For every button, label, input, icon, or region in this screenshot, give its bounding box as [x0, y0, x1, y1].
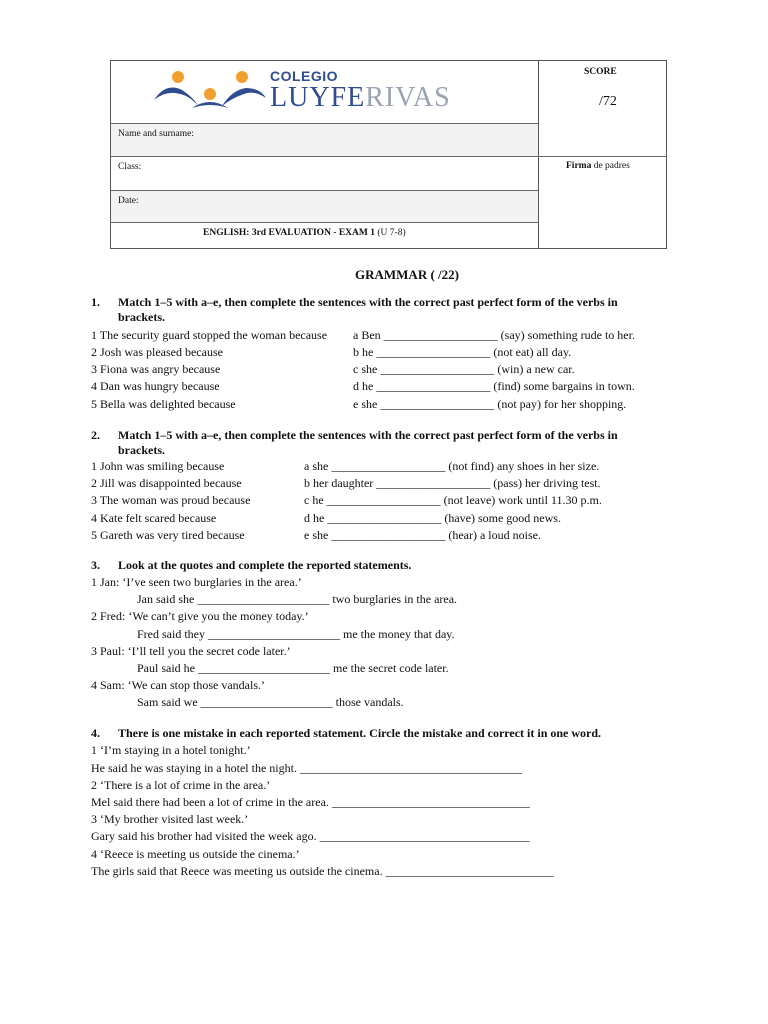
- ex2-left-item: 3 The woman was proud because: [91, 493, 251, 507]
- ex3-instruction: Look at the quotes and complete the reported statements.: [118, 558, 412, 572]
- ex2-right-item: b her daughter ___________________ (pass) her driving test.: [304, 476, 601, 490]
- ex4-statement: Gary said his brother had visited the week ago. ___________________________________: [91, 829, 530, 843]
- ex2-left-item: 4 Kate felt scared because: [91, 511, 217, 525]
- date-label: Date:: [118, 196, 139, 206]
- ex3-answer-line: Paul said he ______________________ me the secret code later.: [137, 661, 449, 675]
- date-field-bg: [111, 191, 538, 222]
- ex4-instruction: There is one mistake in each reported statement. Circle the mistake and correct it in one word.: [118, 726, 602, 740]
- ex2-right-item: e she ___________________ (hear) a loud noise.: [304, 528, 541, 542]
- ex3-quote: 1 Jan: ‘I’ve seen two burglaries in the area.’: [91, 575, 302, 589]
- ex2-left-item: 5 Gareth was very tired because: [91, 528, 245, 542]
- parent-signature-label: Firma de padres: [566, 161, 630, 171]
- ex2-instruction: Match 1–5 with a–e, then complete the sentences with the correct past perfect form of the verbs in: [118, 428, 618, 442]
- ex1-instruction: Match 1–5 with a–e, then complete the sentences with the correct past perfect form of the verbs in: [118, 295, 618, 309]
- ex1-left-item: 1 The security guard stopped the woman because: [91, 328, 328, 342]
- name-label: Name and surname:: [118, 129, 194, 139]
- ex1-right-item: b he ___________________ (not eat) all day.: [353, 345, 572, 359]
- class-label: Class:: [118, 162, 142, 172]
- ex1-right-item: a Ben ___________________ (say) something rude to her.: [353, 328, 635, 342]
- ex2-number: 2.: [91, 428, 100, 442]
- ex2-left-item: 1 John was smiling because: [91, 459, 225, 473]
- ex3-number: 3.: [91, 558, 100, 572]
- ex3-answer-line: Sam said we ______________________ those vandals.: [137, 695, 404, 709]
- school-name: LUYFERIVAS: [270, 82, 451, 113]
- ex2-right-item: a she ___________________ (not find) any shoes in her size.: [304, 459, 600, 473]
- ex4-quote: 4 ‘Reece is meeting us outside the cinema.’: [91, 847, 300, 861]
- ex4-statement: The girls said that Reece was meeting us outside the cinema. ____________________________: [91, 864, 554, 878]
- score-label: SCORE: [584, 67, 617, 77]
- ex1-right-item: c she ___________________ (win) a new car.: [353, 362, 575, 376]
- ex1-right-item: e she ___________________ (not pay) for her shopping.: [353, 397, 627, 411]
- name-field-bg: [111, 123, 538, 156]
- ex1-left-item: 4 Dan was hungry because: [91, 379, 220, 393]
- ex3-answer-line: Jan said she ______________________ two burglaries in the area.: [137, 592, 458, 606]
- ex4-statement: He said he was staying in a hotel the night. _____________________________________: [91, 761, 522, 775]
- ex1-instruction-cont: brackets.: [118, 310, 165, 324]
- ex4-statement: Mel said there had been a lot of crime in the area. _________________________________: [91, 795, 530, 809]
- header-divider: [538, 60, 539, 249]
- ex3-quote: 4 Sam: ‘We can stop those vandals.’: [91, 678, 265, 692]
- ex4-quote: 3 ‘My brother visited last week.’: [91, 812, 249, 826]
- ex2-right-item: c he ___________________ (not leave) work until 11.30 p.m.: [304, 493, 602, 507]
- ex3-quote: 2 Fred: ‘We can’t give you the money today.’: [91, 609, 309, 623]
- ex2-left-item: 2 Jill was disappointed because: [91, 476, 242, 490]
- score-value: /72: [599, 94, 617, 109]
- ex1-right-item: d he ___________________ (find) some bargains in town.: [353, 379, 635, 393]
- school-name-small: COLEGIO: [270, 68, 339, 84]
- ex4-number: 4.: [91, 726, 100, 740]
- ex1-left-item: 3 Fiona was angry because: [91, 362, 221, 376]
- ex1-left-item: 2 Josh was pleased because: [91, 345, 223, 359]
- exam-title: ENGLISH: 3rd EVALUATION - EXAM 1 (U 7-8): [203, 228, 406, 238]
- ex2-instruction-cont: brackets.: [118, 443, 165, 457]
- school-logo-icon: [150, 68, 268, 114]
- ex3-answer-line: Fred said they ______________________ me the money that day.: [137, 627, 455, 641]
- ex4-quote: 2 ‘There is a lot of crime in the area.’: [91, 778, 271, 792]
- ex3-quote: 3 Paul: ‘I’ll tell you the secret code later.’: [91, 644, 291, 658]
- ex2-right-item: d he ___________________ (have) some good news.: [304, 511, 561, 525]
- ex1-number: 1.: [91, 295, 100, 309]
- ex4-quote: 1 ‘I’m staying in a hotel tonight.’: [91, 743, 251, 757]
- section-title: GRAMMAR ( /22): [355, 267, 459, 282]
- ex1-left-item: 5 Bella was delighted because: [91, 397, 236, 411]
